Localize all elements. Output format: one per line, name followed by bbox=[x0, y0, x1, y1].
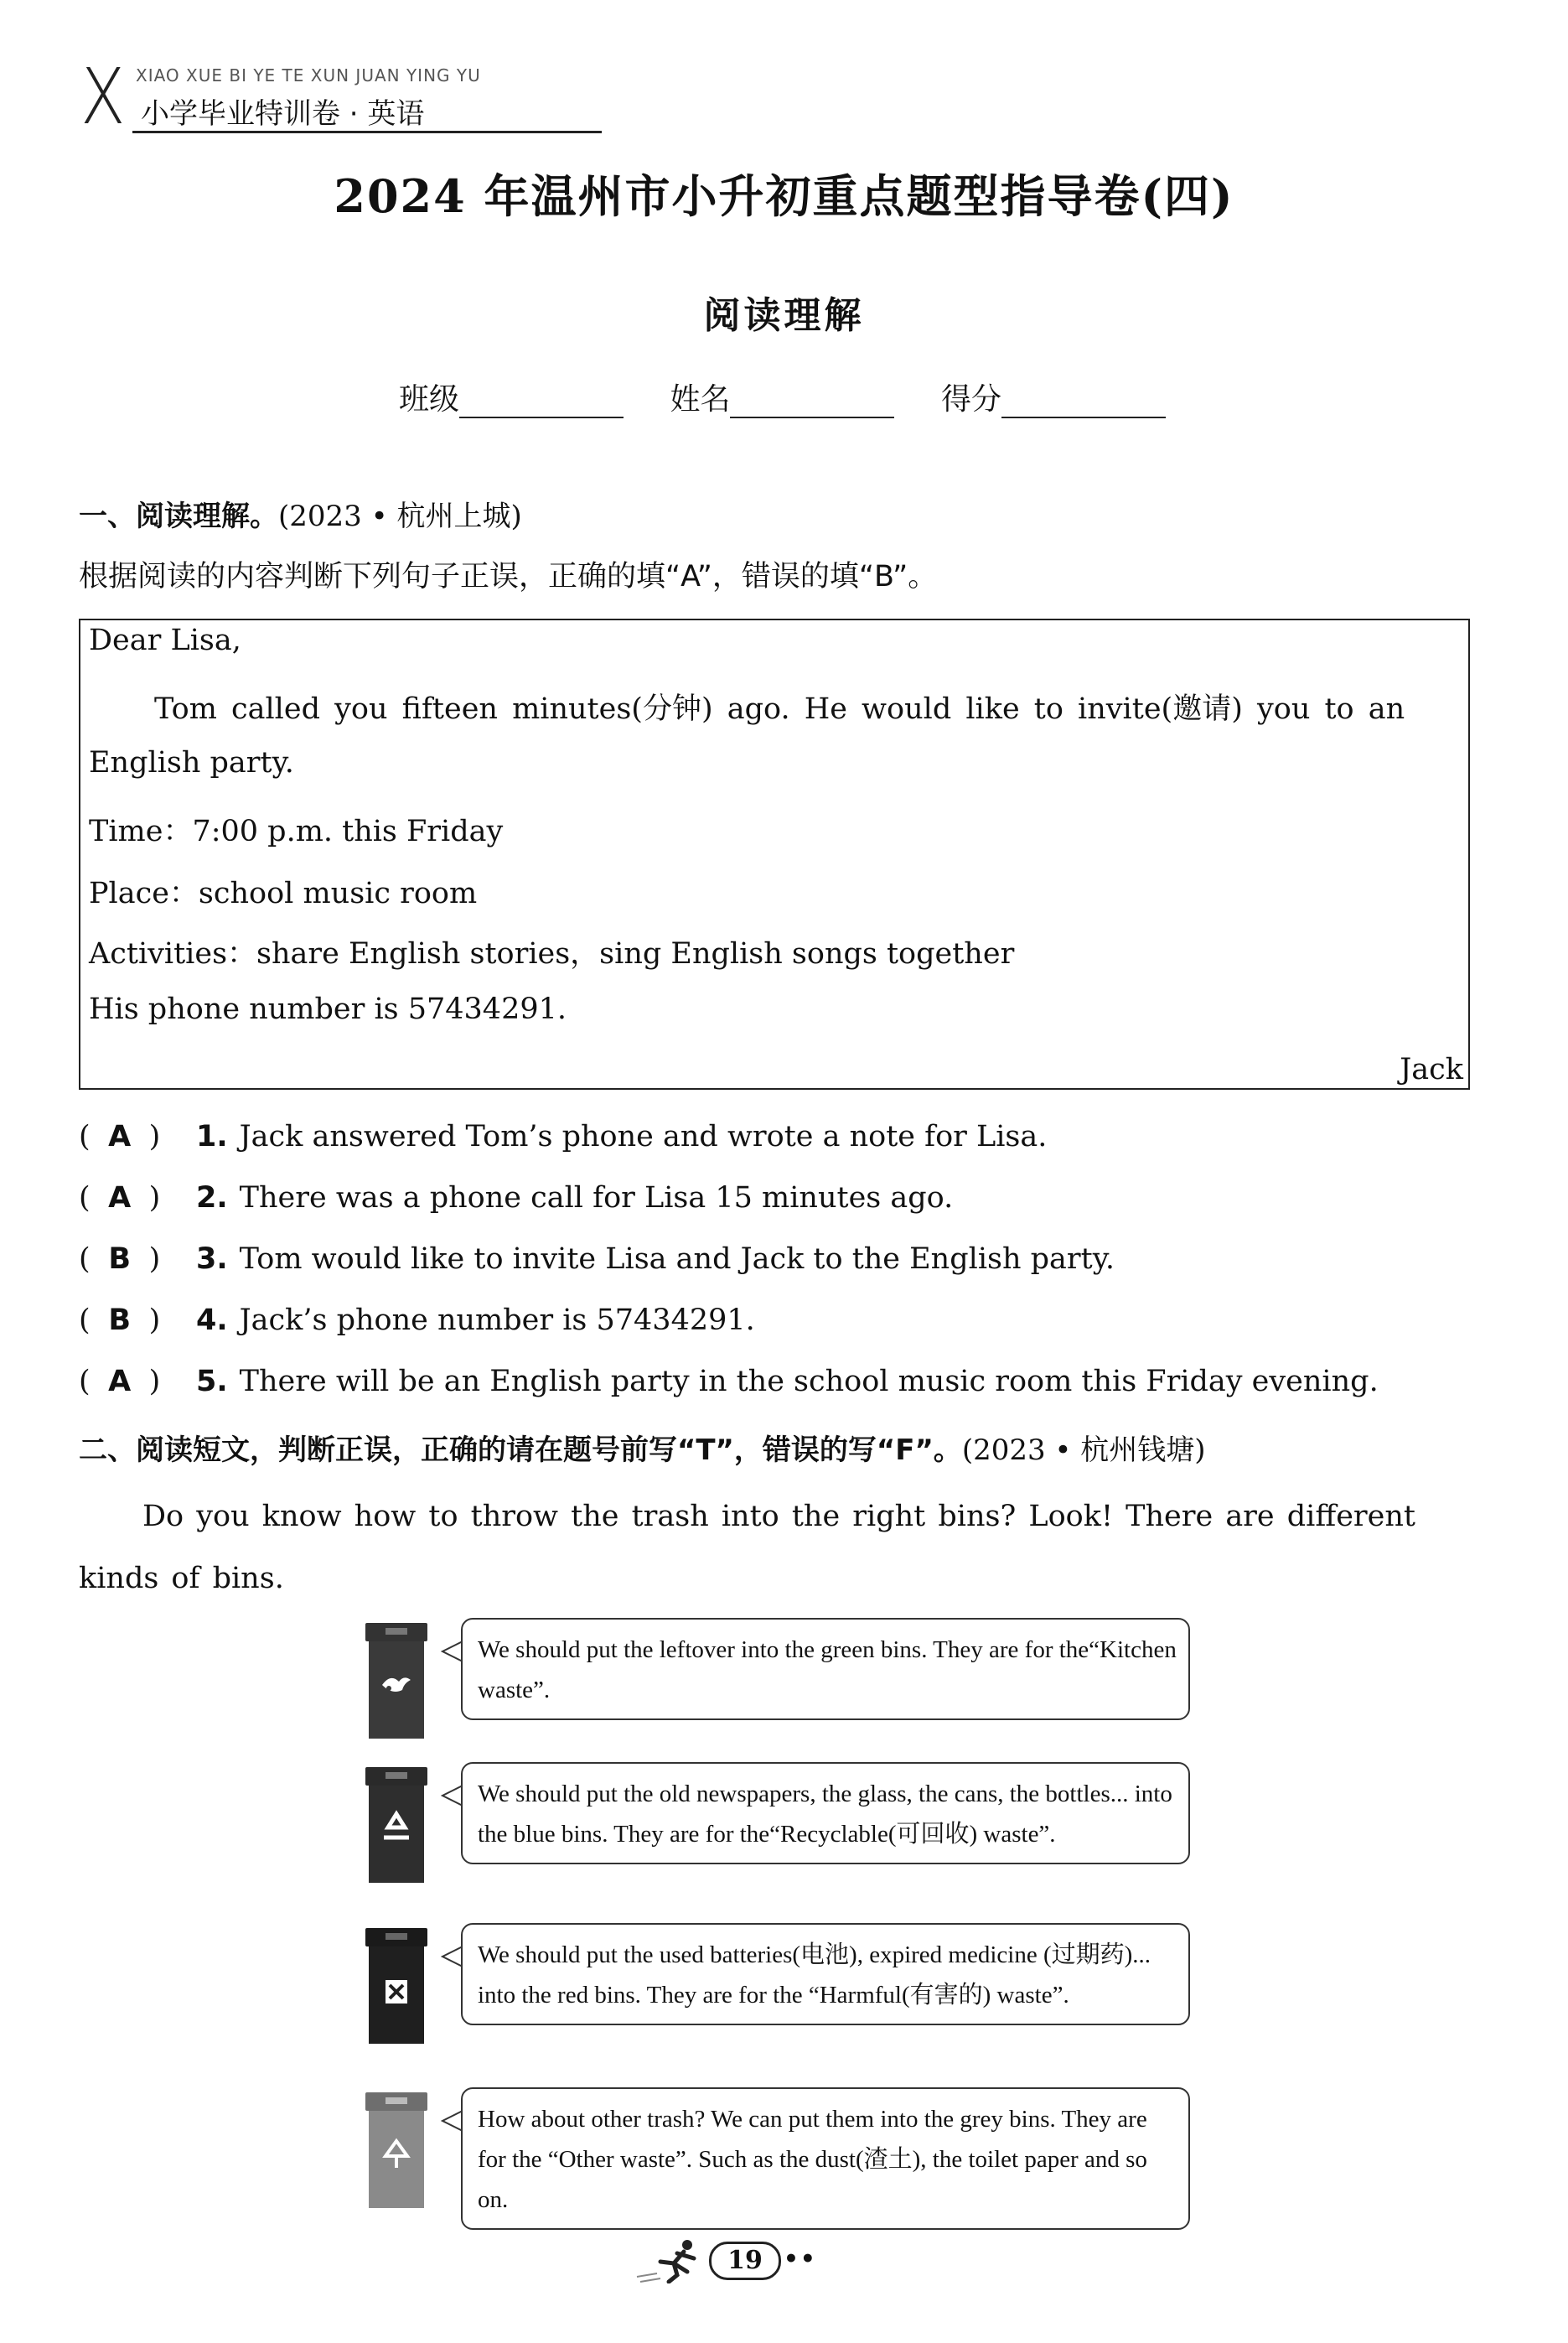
section1-source: (2023 • 杭州上城) bbox=[278, 500, 522, 533]
page-title: 2024 年温州市小升初重点题型指导卷(四) bbox=[334, 169, 1234, 223]
question-3 bbox=[79, 1242, 1115, 1276]
question-text: There was a phone call for Lisa 15 minutes ago. bbox=[239, 1181, 954, 1215]
score-label: 得分 bbox=[940, 382, 1001, 417]
question-text: There will be an English party in the school music room this Friday evening. bbox=[239, 1365, 1379, 1398]
question-4 bbox=[79, 1304, 755, 1337]
footer-dots: •• bbox=[784, 2245, 817, 2273]
other-bin bbox=[364, 2091, 429, 2210]
other-bin-description: How about other trash? We can put them into the grey bins. They are for the “Other waste”. Such as the dust(渣土), the toilet paper and so on. bbox=[461, 2087, 1190, 2230]
series-header bbox=[80, 52, 516, 142]
name-label: 姓名 bbox=[670, 382, 731, 417]
recycle-icon bbox=[364, 1765, 429, 1884]
question-number: 1. bbox=[196, 1120, 228, 1153]
question-number: 5. bbox=[196, 1365, 228, 1398]
note-activities: Activities：share English stories，sing English songs together bbox=[89, 937, 1015, 971]
question-text: Jack answered Tom’s phone and wrote a note for Lisa. bbox=[239, 1120, 1048, 1153]
phone-note-box bbox=[79, 619, 1470, 1090]
kitchen-bin-description: We should put the leftover into the green bins. They are for the“Kitchen waste”. bbox=[461, 1618, 1190, 1720]
note-phone: His phone number is 57434291. bbox=[89, 993, 567, 1026]
note-greeting: Dear Lisa, bbox=[89, 624, 241, 657]
section2-source: (2023 • 杭州钱塘) bbox=[961, 1433, 1206, 1467]
bin-row-recyclable bbox=[360, 1762, 1207, 1888]
page-subtitle: 阅读理解 bbox=[703, 294, 865, 337]
section1-heading bbox=[79, 493, 522, 534]
answer-value: B bbox=[108, 1242, 131, 1276]
page-footer bbox=[0, 2237, 1568, 2287]
answer-bracket[interactable]: ( A ) bbox=[79, 1120, 161, 1153]
page-number: 19 bbox=[709, 2242, 781, 2280]
series-pinyin: XIAO XUE BI YE TE XUN JUAN YING YU bbox=[136, 65, 481, 86]
answer-bracket[interactable]: ( A ) bbox=[79, 1181, 161, 1215]
recyclable-bin bbox=[364, 1765, 429, 1884]
note-signature: Jack bbox=[1400, 1053, 1463, 1086]
student-info-fields bbox=[399, 376, 1203, 418]
question-text: Jack’s phone number is 57434291. bbox=[239, 1304, 755, 1337]
question-text: Tom would like to invite Lisa and Jack to the English party. bbox=[239, 1242, 1115, 1276]
answer-bracket[interactable]: ( A ) bbox=[79, 1365, 161, 1398]
answer-bracket[interactable]: ( B ) bbox=[79, 1242, 161, 1276]
name-field bbox=[670, 376, 894, 418]
series-logo: X bbox=[80, 52, 126, 142]
class-label: 班级 bbox=[399, 382, 460, 417]
bin-row-harmful bbox=[360, 1923, 1207, 2049]
harmful-bin bbox=[364, 1926, 429, 2045]
question-2 bbox=[79, 1181, 953, 1215]
answer-value: A bbox=[108, 1181, 132, 1215]
bin-row-kitchen bbox=[360, 1618, 1207, 1744]
answer-value: A bbox=[108, 1365, 132, 1398]
section2-intro: Do you know how to throw the trash into the right bins? Look! There are different kinds of bins. bbox=[79, 1500, 1415, 1595]
question-5 bbox=[79, 1365, 1379, 1398]
score-field bbox=[941, 376, 1166, 418]
note-time: Time：7:00 p.m. this Friday bbox=[89, 815, 504, 848]
section2-heading bbox=[79, 1427, 1206, 1468]
note-line-1: Tom called you fifteen minutes(分钟) ago. He would like to invite(邀请) you to an bbox=[154, 692, 1405, 726]
bin-row-other bbox=[360, 2087, 1207, 2213]
note-place: Place：school music room bbox=[89, 877, 478, 910]
kitchen-bin bbox=[364, 1621, 429, 1740]
section1-title: 一、阅读理解。 bbox=[79, 500, 278, 533]
class-field bbox=[399, 376, 624, 418]
note-line-2: English party. bbox=[89, 746, 294, 780]
series-title: 小学毕业特训卷 · 英语 bbox=[141, 97, 425, 131]
question-1 bbox=[79, 1120, 1047, 1153]
other-waste-icon bbox=[364, 2091, 429, 2210]
harmful-bin-description: We should put the used batteries(电池), expired medicine (过期药)... into the red bins. They are for the “Harmful(有害的) waste”. bbox=[461, 1923, 1190, 2025]
harmful-waste-icon bbox=[364, 1926, 429, 2045]
answer-value: A bbox=[108, 1120, 132, 1153]
class-blank[interactable] bbox=[459, 386, 624, 418]
kitchen-waste-icon bbox=[364, 1621, 429, 1740]
question-number: 4. bbox=[196, 1304, 228, 1337]
runner-icon bbox=[635, 2237, 711, 2283]
answer-value: B bbox=[108, 1304, 131, 1337]
header-underline bbox=[132, 131, 602, 133]
section2-title: 二、阅读短文，判断正误，正确的请在题号前写“T”，错误的写“F”。 bbox=[79, 1433, 962, 1467]
section1-instruction: 根据阅读的内容判断下列句子正误，正确的填“A”，错误的填“B”。 bbox=[79, 560, 938, 594]
name-blank[interactable] bbox=[730, 386, 894, 418]
question-number: 2. bbox=[196, 1181, 228, 1215]
question-number: 3. bbox=[196, 1242, 228, 1276]
score-blank[interactable] bbox=[1001, 386, 1166, 418]
recyclable-bin-description: We should put the old newspapers, the glass, the cans, the bottles... into the blue bins. They are for the“Recyclable(可回收) waste”. bbox=[461, 1762, 1190, 1864]
answer-bracket[interactable]: ( B ) bbox=[79, 1304, 161, 1337]
